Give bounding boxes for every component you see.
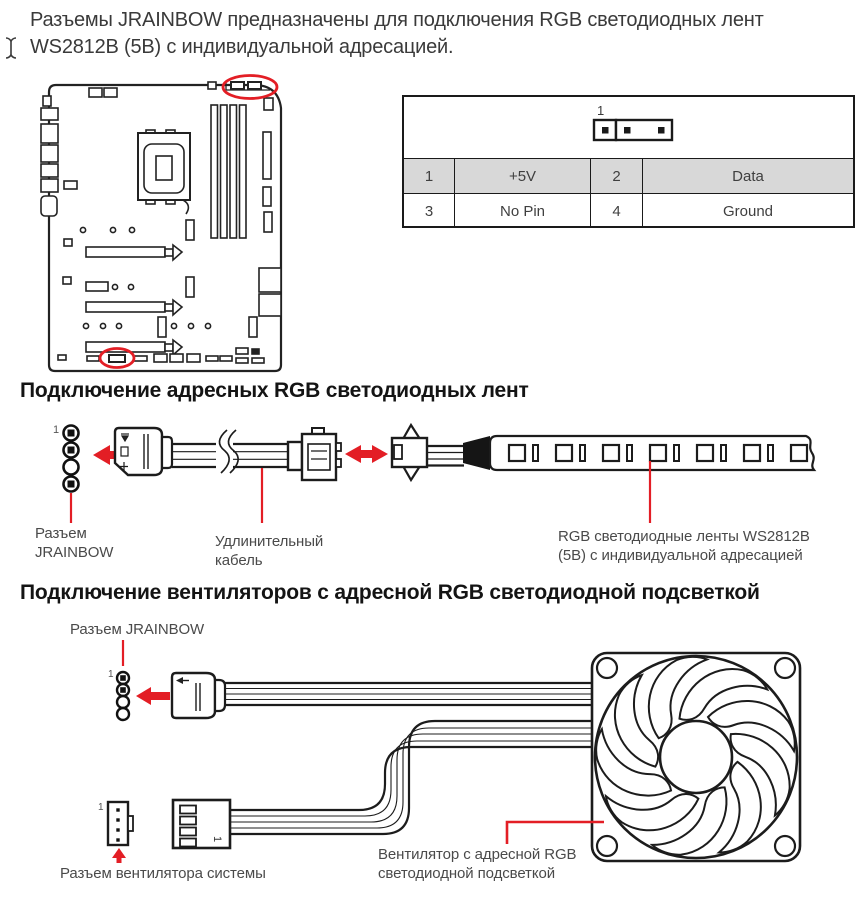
- cable-break-symbol: [216, 430, 238, 477]
- label-jrainbow-header: Разъем JRAINBOW: [70, 621, 205, 638]
- label-extension-cable: Удлинительный кабель: [215, 533, 324, 569]
- arrow-up-icon: [112, 848, 126, 863]
- section-heading-fans: Подключение вентиляторов с адресной RGB светодиодной подсветкой: [20, 581, 760, 604]
- pin1-marker: 1: [211, 836, 223, 843]
- intro-line-2: WS2812B (5В) с индивидуальной адресацией.: [30, 36, 454, 58]
- arrow-double-icon: [345, 445, 388, 463]
- pin-number: 2: [590, 158, 642, 193]
- fan-cable-wires: [230, 721, 594, 834]
- jrainbow-cable-connector: [172, 673, 225, 718]
- motherboard-diagram: [30, 60, 360, 380]
- label-jrainbow-header: Разъем JRAINBOW: [35, 525, 114, 561]
- strip-wires: [427, 446, 464, 466]
- strip-end-cap: [463, 436, 490, 470]
- pin1-marker: 1: [596, 102, 604, 118]
- label-led-strip: RGB светодиодные ленты WS2812B (5В) с индивидуальной адресацией: [558, 528, 810, 564]
- strip-connection-diagram: [20, 413, 863, 525]
- pin-function: Data: [642, 158, 853, 193]
- arrow-left-icon: [136, 687, 170, 705]
- intro-paragraph: [30, 7, 764, 61]
- jrainbow-header-pins: [108, 669, 129, 720]
- label-argb-fan: Вентилятор с адресной RGB светодиодной подсветкой: [378, 846, 577, 882]
- pin1-marker: 1: [108, 669, 114, 680]
- pin-number: 4: [590, 193, 642, 228]
- fan: [584, 650, 808, 871]
- strip-female-connector: [392, 425, 427, 480]
- system-fan-header: [98, 802, 133, 845]
- jrainbow-pin-table: [402, 95, 855, 228]
- label-system-fan-header: Разъем вентилятора системы: [60, 865, 266, 882]
- fan-cable-connector: [173, 800, 230, 848]
- pin-number: 3: [404, 193, 454, 228]
- jrainbow-header-pins: [53, 424, 79, 492]
- text-cursor-icon: [4, 36, 18, 60]
- jrainbow-cable-wires: [225, 683, 594, 705]
- pin1-marker: 1: [53, 424, 60, 436]
- pin-number: 1: [404, 158, 454, 193]
- fan-callout-line: [507, 822, 604, 844]
- pin-function: No Pin: [454, 193, 590, 228]
- pin-function: Ground: [642, 193, 853, 228]
- pin1-marker: 1: [98, 802, 104, 813]
- led-strip: [490, 436, 814, 470]
- fan-hub: [660, 721, 732, 793]
- cable-male-connector: [288, 428, 341, 480]
- intro-line-1: Разъемы JRAINBOW предназначены для подключения RGB светодиодных лент: [30, 9, 764, 31]
- extension-cable-connector: [115, 428, 172, 475]
- section-heading-strips: Подключение адресных RGB светодиодных лент: [20, 379, 529, 402]
- pin-function: +5V: [454, 158, 590, 193]
- pin-header-drawing: [404, 97, 853, 158]
